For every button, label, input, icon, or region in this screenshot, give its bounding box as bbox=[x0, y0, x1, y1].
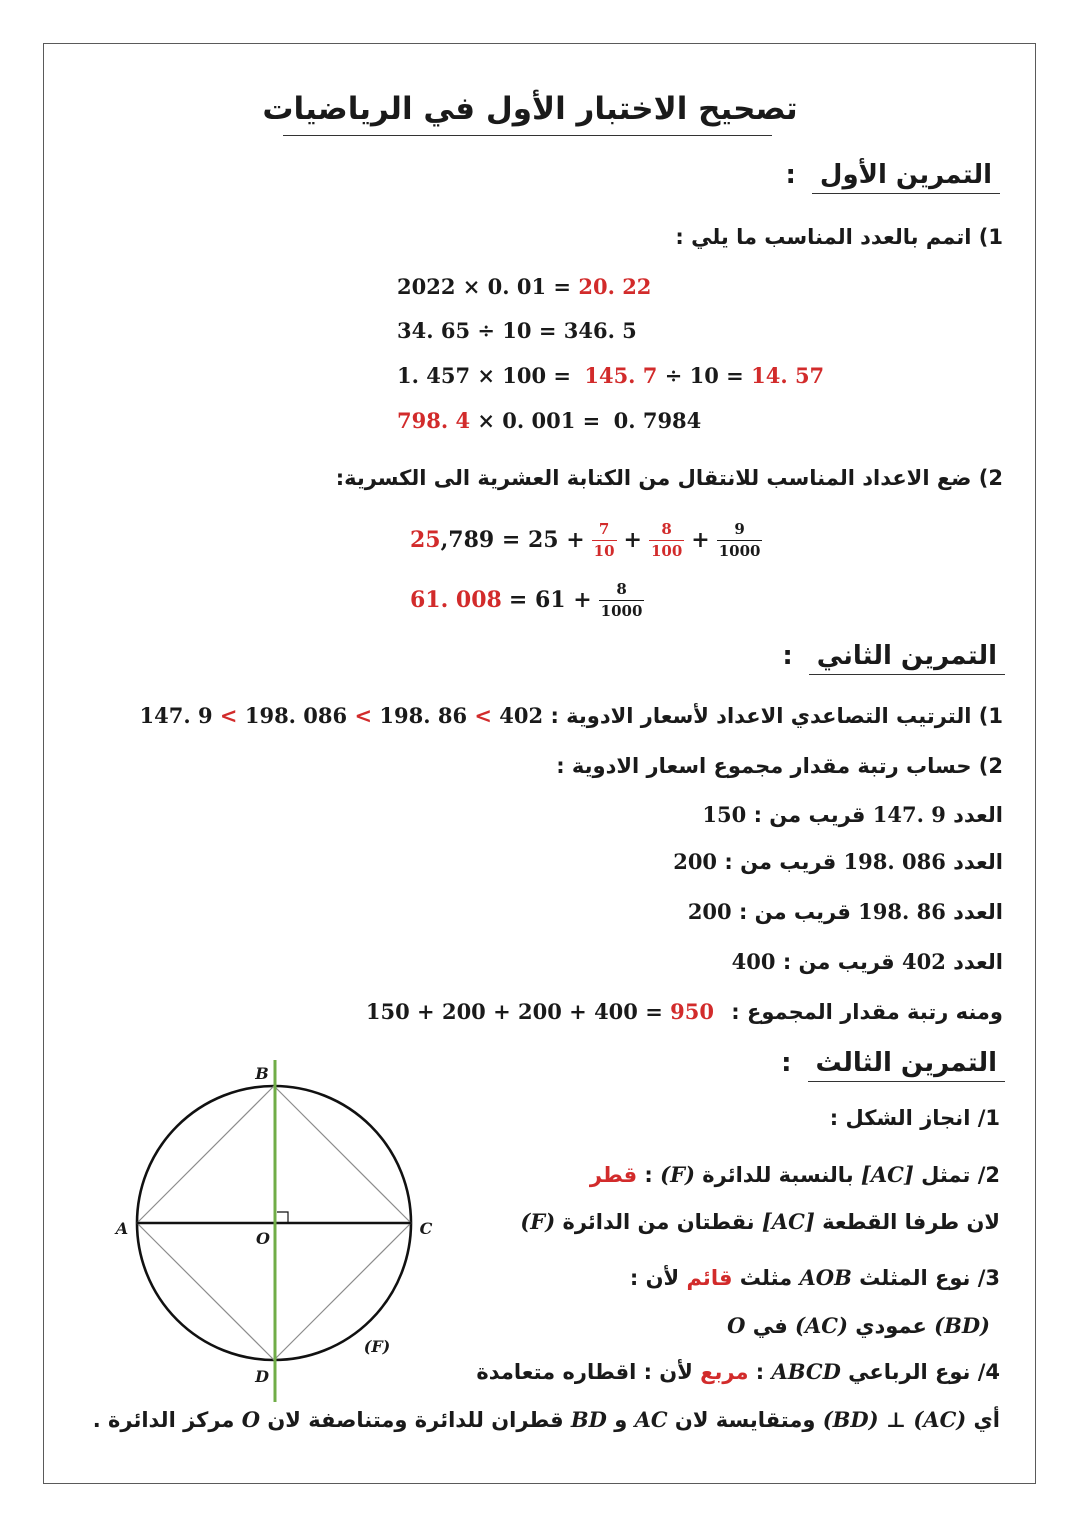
side-bc bbox=[274, 1086, 411, 1223]
equation-4-expression: × 0. 001 = bbox=[477, 408, 601, 433]
order-value: 198. 86 bbox=[379, 703, 468, 728]
label-circle-f: (F) bbox=[363, 1337, 391, 1356]
segment-bd-name: BD bbox=[570, 1407, 607, 1432]
text: في bbox=[752, 1314, 788, 1338]
text: لان طرفا القطعة bbox=[822, 1210, 1000, 1234]
exercise-2-title: التمرين الثاني bbox=[809, 638, 1005, 675]
page-title: تصحيح الاختبار الأول في الرياضيات bbox=[262, 91, 798, 127]
less-than-sign: < bbox=[219, 703, 238, 728]
text: 4/ نوع الرباعي bbox=[848, 1360, 1000, 1384]
estimate-approx: 200 bbox=[687, 899, 732, 924]
text: نقطتان من الدائرة bbox=[562, 1210, 755, 1234]
fraction-numerator: 7 bbox=[592, 520, 617, 541]
estimate-value: 147. 9 bbox=[872, 802, 946, 827]
side-da bbox=[137, 1223, 274, 1360]
text: عمودي bbox=[855, 1314, 927, 1338]
circle-name: (F) bbox=[520, 1209, 556, 1234]
decimal-decomposition-2 bbox=[410, 577, 644, 623]
exercise-3-colon: : bbox=[781, 1048, 792, 1078]
circle-name: (F) bbox=[660, 1162, 695, 1187]
exercise-2-colon: : bbox=[782, 641, 793, 671]
estimate-near: قريب من : bbox=[753, 803, 866, 827]
fraction-7-10 bbox=[592, 520, 617, 561]
decimal-1-rest: ,789 = 25 + bbox=[440, 527, 585, 553]
exercise-1-question-2: 2) ضع الاعداد المناسب للانتقال من الكتابة العشرية الى الكسرية: bbox=[335, 466, 1003, 490]
equation-2 bbox=[397, 316, 637, 346]
exercise-2-question-2: 2) حساب رتبة مقدار مجموع اسعار الادوية : bbox=[556, 754, 1003, 778]
sum-expression bbox=[366, 999, 714, 1024]
label-a: A bbox=[115, 1219, 129, 1238]
exercise-1-colon: : bbox=[785, 160, 796, 190]
answer-diameter: قطر bbox=[589, 1163, 638, 1187]
fraction-denominator: 1000 bbox=[718, 541, 761, 560]
estimate-value: 402 bbox=[901, 949, 946, 974]
ordering-label: 1) الترتيب التصاعدي الاعداد لأسعار الادوية : bbox=[550, 704, 1003, 728]
equation-3-answer-1: 145. 7 bbox=[584, 363, 658, 388]
plus-sign: + bbox=[691, 527, 710, 553]
exercise-1-question-1: 1) اتمم بالعدد المناسب ما يلي : bbox=[675, 225, 1003, 249]
exercise-1-heading bbox=[785, 157, 1000, 194]
label-d: D bbox=[255, 1367, 269, 1386]
equation-4-result: 0. 7984 bbox=[613, 408, 702, 433]
estimate-word: العدد bbox=[953, 803, 1003, 827]
colon: : bbox=[755, 1360, 765, 1384]
decimal-1-left bbox=[410, 527, 585, 553]
answer-right-triangle: قائم bbox=[686, 1266, 733, 1290]
text: أي bbox=[973, 1408, 1000, 1432]
text: لأن : اقطاره متعامدة bbox=[476, 1360, 693, 1384]
line-bd-name: (BD) bbox=[934, 1313, 990, 1338]
exercise-1-title: التمرين الأول bbox=[812, 157, 1000, 194]
point-o: O bbox=[727, 1313, 746, 1338]
sum-terms: 150 + 200 + 200 + 400 = bbox=[365, 999, 663, 1024]
less-than-sign: < bbox=[354, 703, 373, 728]
line-ac-name: (AC) bbox=[913, 1407, 967, 1432]
text: 3/ نوع المثلث bbox=[859, 1266, 1000, 1290]
order-value: 147. 9 bbox=[139, 703, 213, 728]
estimate-row bbox=[673, 847, 1003, 877]
exercise-3-heading bbox=[781, 1045, 1005, 1082]
line-ac-name: (AC) bbox=[795, 1313, 848, 1338]
equation-2-expression: 34. 65 ÷ 10 = 346. 5 bbox=[397, 318, 637, 343]
estimate-word: العدد bbox=[953, 850, 1003, 874]
equation-4-answer: 798. 4 bbox=[397, 408, 471, 433]
fraction-numerator: 9 bbox=[717, 520, 763, 541]
label-o: O bbox=[256, 1229, 270, 1248]
estimate-near: قريب من : bbox=[782, 950, 895, 974]
label-b: B bbox=[255, 1064, 269, 1083]
order-value: 198. 086 bbox=[244, 703, 348, 728]
text: قطران للدائرة ومتناصفة لان bbox=[267, 1408, 564, 1432]
exercise-3-line-4 bbox=[630, 1263, 1000, 1293]
text: لأن : bbox=[629, 1266, 680, 1290]
segment-ac: [AC] bbox=[761, 1209, 815, 1234]
plus-sign: + bbox=[623, 527, 642, 553]
side-cd bbox=[274, 1223, 411, 1360]
estimate-row bbox=[702, 800, 1003, 830]
equation-3-expression: 1. 457 × 100 = bbox=[397, 363, 572, 388]
text: مركز الدائرة . bbox=[92, 1408, 235, 1432]
geometry-figure bbox=[100, 1040, 460, 1420]
fraction-9-1000 bbox=[717, 520, 763, 561]
decimal-2-answer: 61. 008 bbox=[410, 587, 502, 613]
exercise-3-line-5 bbox=[727, 1311, 990, 1341]
equation-3-answer-2: 14. 57 bbox=[751, 363, 825, 388]
exercise-3-line-2 bbox=[590, 1160, 1000, 1190]
sum-estimate-row bbox=[366, 997, 1003, 1027]
fraction-denominator: 1000 bbox=[600, 601, 643, 620]
exercise-3-title: التمرين الثالث bbox=[808, 1045, 1005, 1082]
quadrilateral-name: ABCD bbox=[771, 1359, 841, 1384]
equation-3-operation: ÷ 10 = bbox=[664, 363, 744, 388]
label-c: C bbox=[419, 1219, 433, 1238]
estimate-word: العدد bbox=[953, 900, 1003, 924]
decimal-2-rest: = 61 + bbox=[508, 587, 592, 613]
equation-3 bbox=[397, 361, 824, 391]
sum-result: 950 bbox=[670, 999, 714, 1024]
estimate-word: العدد bbox=[953, 950, 1003, 974]
estimate-approx: 400 bbox=[731, 949, 776, 974]
exercise-3-line-3 bbox=[520, 1207, 1000, 1237]
order-value: 402 bbox=[499, 703, 544, 728]
right-angle-marker bbox=[277, 1212, 288, 1223]
ascending-order bbox=[140, 703, 544, 728]
equation-1 bbox=[397, 272, 651, 302]
title-underline bbox=[283, 135, 772, 136]
fraction-8-100 bbox=[649, 520, 684, 561]
fraction-denominator: 100 bbox=[650, 541, 683, 560]
perpendicular-symbol: ⊥ bbox=[885, 1407, 907, 1432]
answer-square: مربع bbox=[700, 1360, 749, 1384]
text: مثلث bbox=[739, 1266, 793, 1290]
estimate-approx: 200 bbox=[673, 849, 718, 874]
fraction-denominator: 10 bbox=[593, 541, 615, 560]
estimate-row bbox=[732, 947, 1003, 977]
fraction-numerator: 8 bbox=[649, 520, 684, 541]
equation-4 bbox=[397, 406, 701, 436]
segment-ac: [AC] bbox=[860, 1162, 914, 1187]
equation-1-answer: 20. 22 bbox=[578, 274, 652, 299]
fraction-numerator: 8 bbox=[599, 580, 645, 601]
text: و bbox=[614, 1408, 628, 1432]
point-o: O bbox=[241, 1407, 261, 1432]
segment-ac-name: AC bbox=[634, 1407, 668, 1432]
triangle-name: AOB bbox=[799, 1265, 852, 1290]
exercise-2-heading bbox=[782, 638, 1005, 675]
colon: : bbox=[644, 1163, 653, 1187]
less-than-sign: < bbox=[474, 703, 492, 728]
decimal-1-whole-answer: 25 bbox=[410, 527, 441, 553]
text: ومتقايسة لان bbox=[674, 1408, 816, 1432]
estimate-near: قريب من : bbox=[738, 900, 851, 924]
sum-label: ومنه رتبة مقدار المجموع : bbox=[731, 1000, 1003, 1024]
exercise-3-line-1: 1/ انجاز الشكل : bbox=[829, 1106, 1000, 1130]
side-ab bbox=[137, 1086, 274, 1223]
text: بالنسبة للدائرة bbox=[702, 1163, 854, 1187]
fraction-8-1000 bbox=[599, 580, 645, 621]
estimate-value: 198. 86 bbox=[858, 899, 946, 924]
exercise-3-line-6 bbox=[476, 1357, 1000, 1387]
line-bd-name: (BD) bbox=[822, 1407, 879, 1432]
exercise-2-question-1 bbox=[140, 701, 1003, 731]
estimate-approx: 150 bbox=[702, 802, 747, 827]
estimate-value: 198. 086 bbox=[843, 849, 946, 874]
equation-1-expression: 2022 × 0. 01 = bbox=[397, 274, 572, 299]
estimate-row bbox=[688, 897, 1003, 927]
decimal-decomposition-1 bbox=[410, 517, 762, 563]
text: 2/ تمثل bbox=[921, 1163, 1000, 1187]
estimate-near: قريب من : bbox=[724, 850, 837, 874]
